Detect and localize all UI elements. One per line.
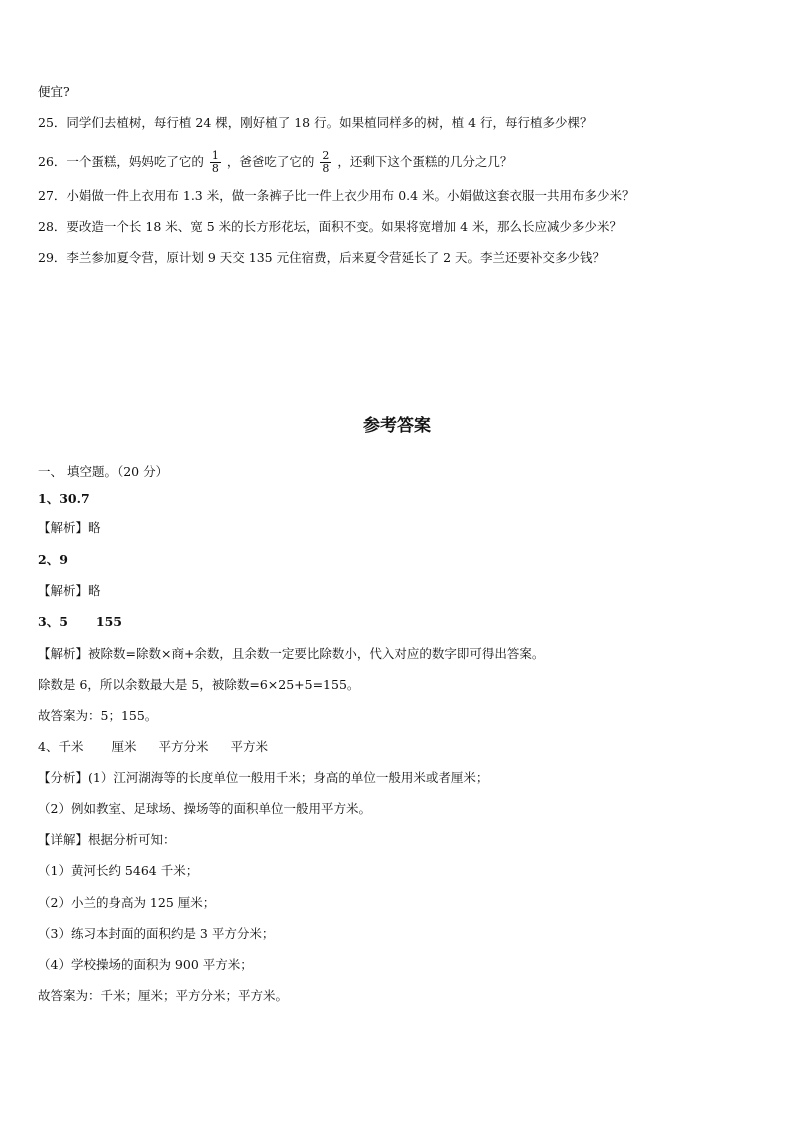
question-26-text-pre: 26．一个蛋糕，妈妈吃了它的 (38, 154, 204, 169)
fraction-numerator: 1 (211, 149, 219, 162)
fraction-numerator: 2 (322, 149, 330, 162)
question-29: 29．李兰参加夏令营，原计划 9 天交 135 元住宿费，后来夏令营延长了 2 天。李兰还要补交多少钱？ (38, 250, 606, 265)
answers-title: 参考答案 (363, 416, 431, 436)
answer-4-value-4: 平方米 (230, 739, 268, 754)
answer-3-analysis: 【解析】被除数=除数×商+余数，且余数一定要比除数小，代入对应的数字即可得出答案。 (38, 646, 545, 661)
answer-4-detail-4: （4）学校操场的面积为 900 平方米； (38, 957, 253, 972)
answer-4-value-1: 4、千米 (38, 739, 84, 754)
question-26-text-mid: ，爸爸吃了它的 (226, 154, 315, 169)
answer-4-value-2: 厘米 (111, 739, 137, 754)
answer-4-value-3: 平方分米 (158, 739, 209, 754)
fraction-one-eighth (210, 150, 221, 175)
question-24-tail: 便宜? (38, 84, 70, 99)
answer-4-detail-3: （3）练习本封面的面积约是 3 平方分米； (38, 926, 275, 941)
question-26 (38, 150, 512, 175)
question-27: 27．小娟做一件上衣用布 1.3 米，做一条裤子比一件上衣少用布 0.4 米。小娟做这套衣服一共用布多少米？ (38, 188, 635, 203)
answer-4-detail-2: （2）小兰的身高为 125 厘米； (38, 895, 216, 910)
answer-4-detail-1: （1）黄河长约 5464 千米； (38, 863, 199, 878)
answer-3-final: 故答案为：5；155。 (38, 708, 158, 723)
answer-3-explanation: 除数是 6，所以余数最大是 5，被除数=6×25+5=155。 (38, 677, 360, 692)
question-26-text-post: ，还剩下这个蛋糕的几分之几？ (337, 154, 513, 169)
question-28: 28．要改造一个长 18 米、宽 5 米的长方形花坛，面积不变。如果将宽增加 4 米，那么长应减少多少米？ (38, 219, 623, 234)
answer-4-analysis-1: 【分析】(1）江河湖海等的长度单位一般用千米；身高的单位一般用米或者厘米； (38, 770, 489, 785)
answer-2-analysis: 【解析】略 (38, 583, 101, 598)
answer-4-detail-heading: 【详解】根据分析可知： (38, 832, 176, 847)
answer-3 (38, 614, 122, 630)
answers-section-1-heading: 一、 填空题。（20 分） (38, 464, 169, 479)
answer-4-final: 故答案为：千米；厘米；平方分米；平方米。 (38, 988, 289, 1003)
answer-1: 1、30.7 (38, 491, 90, 506)
answer-4-analysis-2: （2）例如教室、足球场、操场等的面积单位一般用平方米。 (38, 801, 371, 816)
question-25: 25．同学们去植树，每行植 24 棵，刚好植了 18 行。如果植同样多的树，植 4 行，每行植多少棵？ (38, 115, 593, 130)
fraction-two-eighths (320, 150, 331, 175)
fraction-denominator: 8 (322, 162, 330, 175)
answer-3-value-2: 155 (95, 614, 122, 629)
answer-3-value-1: 3、5 (38, 614, 68, 629)
answer-1-analysis: 【解析】略 (38, 520, 101, 535)
answer-4 (38, 739, 268, 755)
answer-2: 2、9 (38, 552, 68, 567)
fraction-denominator: 8 (211, 162, 219, 175)
